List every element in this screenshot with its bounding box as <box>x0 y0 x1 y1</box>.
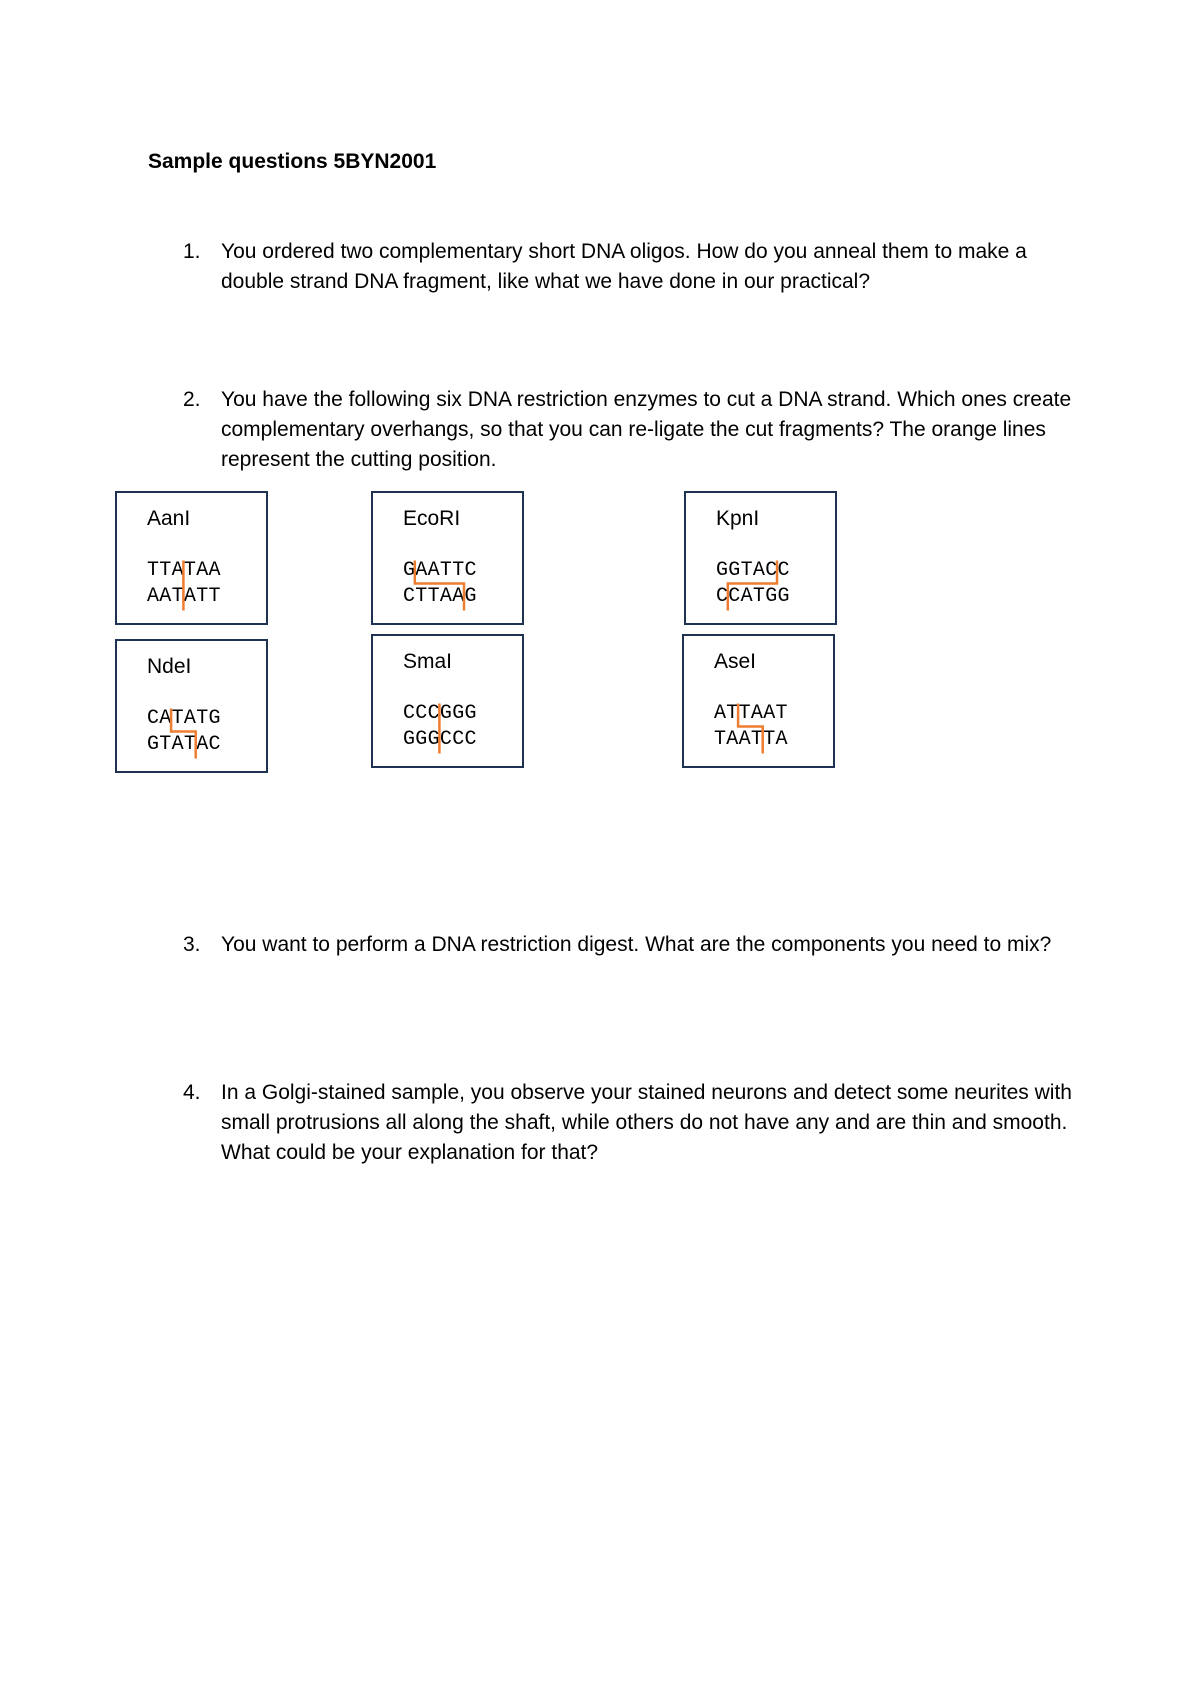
cut-position-line <box>373 493 526 627</box>
cut-position-line <box>117 641 270 775</box>
enzyme-name: EcoRI <box>403 507 461 530</box>
cut-line-path <box>171 709 196 759</box>
question-number: 2. <box>183 388 201 411</box>
cut-line-path <box>415 561 464 611</box>
enzyme-box-ecori <box>371 491 524 625</box>
top-strand: GAATTC <box>403 559 477 582</box>
cut-position-line <box>684 636 837 770</box>
enzyme-name: SmaI <box>403 650 453 673</box>
question-text: You ordered two complementary short DNA oligos. How do you anneal them to make a double strand DNA fragment, like what we have done in our practical? <box>221 240 1027 293</box>
cut-line-path <box>728 561 777 611</box>
cut-position-line <box>117 493 270 627</box>
cut-position-line <box>373 636 526 770</box>
question-text: You want to perform a DNA restriction digest. What are the components you need to mix? <box>221 933 1052 956</box>
top-strand: GGTACC <box>716 559 790 582</box>
enzyme-name: AseI <box>714 650 757 673</box>
bottom-strand: CTTAAG <box>403 585 477 608</box>
bottom-strand: GTATAC <box>147 733 221 756</box>
enzyme-box-ndei <box>115 639 268 773</box>
question-text: You have the following six DNA restriction enzymes to cut a DNA strand. Which ones create complementary overhangs, so that you can re-ligate the cut fragments? The orange lines represent the cutting position. <box>221 388 1072 471</box>
question-number: 4. <box>183 1081 201 1104</box>
bottom-strand: TAATTA <box>714 728 788 751</box>
enzyme-box-asei <box>682 634 835 768</box>
question-number: 3. <box>183 933 201 956</box>
bottom-strand: GGGCCC <box>403 728 477 751</box>
cut-line-path <box>738 704 763 754</box>
question-text: In a Golgi-stained sample, you observe your stained neurons and detect some neurites with small protrusions all along the shaft, while others do not have any and are thin and smooth. What could be your explanation for that? <box>221 1081 1072 1164</box>
document-title: Sample questions 5BYN2001 <box>148 150 437 173</box>
enzyme-name: NdeI <box>147 655 192 678</box>
enzyme-name: KpnI <box>716 507 760 530</box>
enzyme-box-aani <box>115 491 268 625</box>
top-strand: ATTAAT <box>714 702 788 725</box>
cut-position-line <box>686 493 839 627</box>
enzyme-box-smai <box>371 634 524 768</box>
top-strand: CATATG <box>147 707 221 730</box>
bottom-strand: AATATT <box>147 585 221 608</box>
enzyme-name: AanI <box>147 507 191 530</box>
question-number: 1. <box>183 240 201 263</box>
enzyme-box-kpni <box>684 491 837 625</box>
top-strand: CCCGGG <box>403 702 477 725</box>
bottom-strand: CCATGG <box>716 585 790 608</box>
top-strand: TTATAA <box>147 559 221 582</box>
